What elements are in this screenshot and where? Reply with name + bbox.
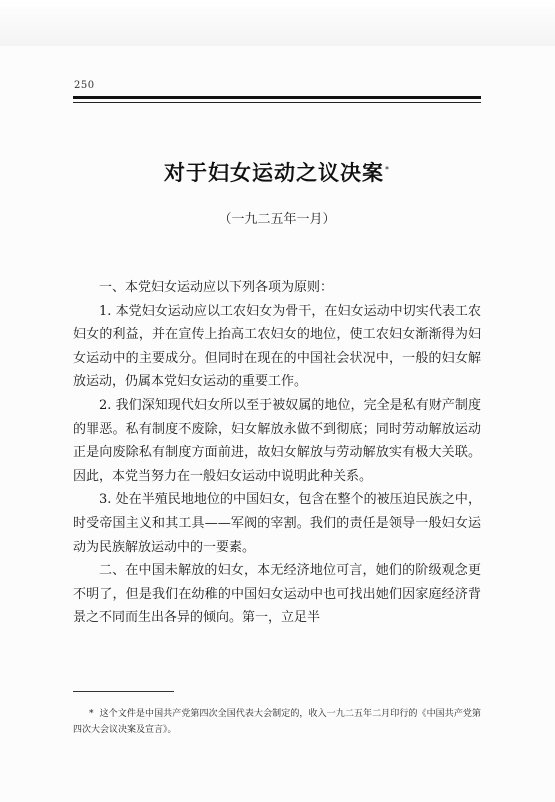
- scan-edge-shadow: [0, 0, 555, 46]
- page-number: 250: [74, 80, 95, 91]
- footnote-divider: [73, 691, 174, 692]
- paragraph-section-1-heading: 一、本党妇女运动应以下列各项为原则：: [99, 280, 334, 295]
- paragraph-section-2: 二、在中国未解放的妇女，本无经济地位可言，她们的阶级观念更不明了，但是我们在幼稚的中国妇女运动中也可找出她们因家庭经济背景之不同而生出各异的倾向。第一，立足半: [73, 563, 481, 626]
- document-date: （一九二五年一月）: [218, 212, 336, 227]
- header-rule-thick: [73, 96, 481, 99]
- footnote-mark: *: [89, 709, 94, 719]
- document-title: [73, 157, 481, 187]
- footnote-text: [73, 706, 481, 738]
- document-body: [73, 276, 481, 630]
- footnote-body: 这个文件是中国共产党第四次全国代表大会制定的，收入一九二五年二月印行的《中国共产党第四次大会议决案及宣言》。: [73, 709, 481, 735]
- paragraph-item-3: 3. 处在半殖民地地位的中国妇女，包含在整个的被压迫民族之中，时受帝国主义和其工具——军阀的宰割。我们的责任是领导一般妇女运动为民族解放运动中的一要素。: [73, 492, 481, 555]
- document-title-text: 对于妇女运动之议决案: [164, 161, 384, 185]
- footnote-reference-mark: *: [385, 165, 390, 174]
- header-rule-thin: [73, 102, 481, 103]
- paragraph-item-2: 2. 我们深知现代妇女所以至于被奴属的地位，完全是私有财产制度的罪恶。私有制度不废除，妇女解放永做不到彻底；同时劳动解放运动正是向废除私有制度方面前进，故妇女解放与劳动解放实有极大关联。因此，本党当努力在一般妇女运动中说明此种关系。: [73, 397, 481, 484]
- paragraph-item-1: 1. 本党妇女运动应以工农妇女为骨干，在妇女运动中切实代表工农妇女的利益，并在宣传上抬高工农妇女的地位，使工农妇女渐渐得为妇女运动中的主要成分。但同时在现在的中国社会状况中，一般的妇女解放运动，仍属本党妇女运动的重要工作。: [73, 303, 481, 390]
- footnote: [73, 706, 481, 738]
